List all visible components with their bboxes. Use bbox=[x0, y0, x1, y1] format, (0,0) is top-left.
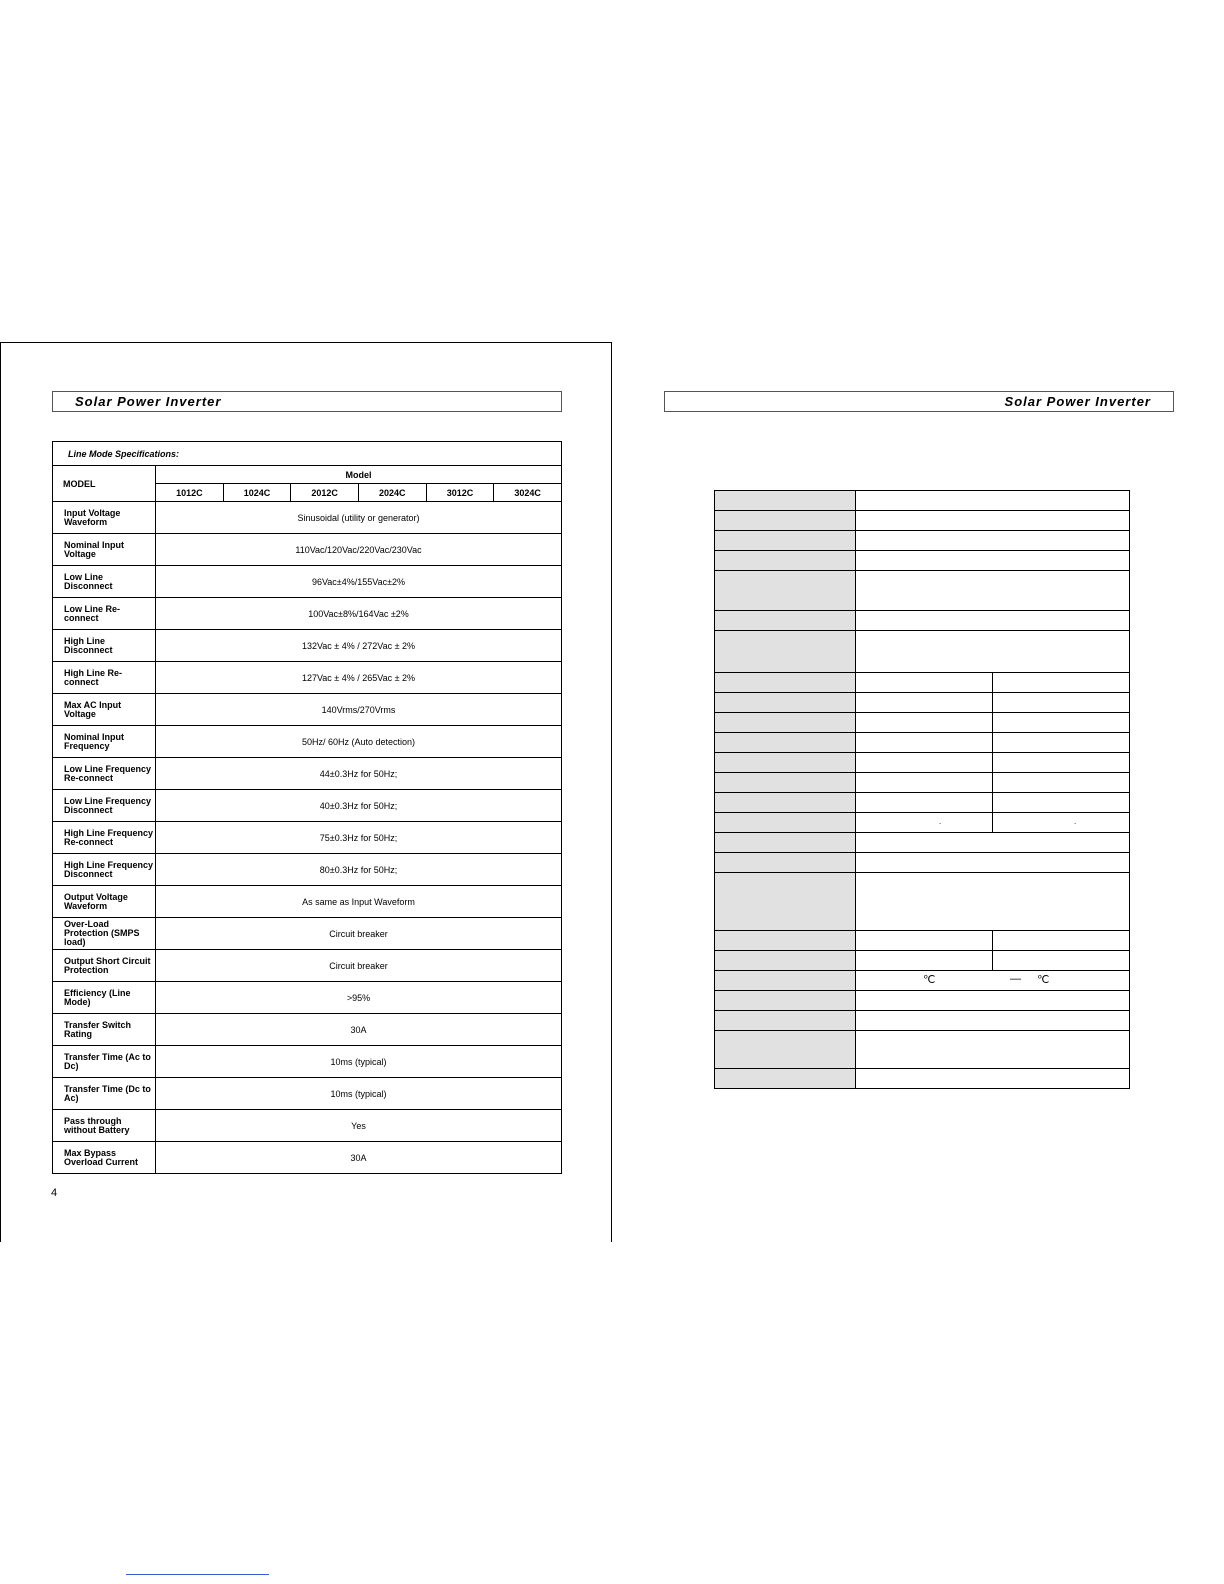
spec-param-value: Yes bbox=[156, 1110, 562, 1142]
spec-row bbox=[53, 790, 562, 822]
grid-value-cell bbox=[856, 511, 1129, 530]
spec-param-value: 132Vac ± 4% / 272Vac ± 2% bbox=[156, 630, 562, 662]
spec-param-label: High Line Frequency Re-connect bbox=[53, 822, 156, 854]
model-group-header: Model bbox=[156, 466, 562, 484]
grid-row bbox=[714, 551, 1130, 571]
grid-label-cell bbox=[715, 531, 856, 550]
spec-table-title: Line Mode Specifications: bbox=[53, 442, 562, 466]
spec-param-value: 100Vac±8%/164Vac ±2% bbox=[156, 598, 562, 630]
grid-value-half bbox=[993, 773, 1129, 792]
left-page-header: Solar Power Inverter bbox=[52, 391, 562, 412]
model-code: 1024C bbox=[223, 484, 291, 502]
spec-row bbox=[53, 886, 562, 918]
spec-param-label: Low Line Re-connect bbox=[53, 598, 156, 630]
spec-param-value: >95% bbox=[156, 982, 562, 1014]
spec-param-label: Low Line Frequency Re-connect bbox=[53, 758, 156, 790]
grid-value-cell bbox=[856, 551, 1129, 570]
grid-label-cell bbox=[715, 631, 856, 672]
spec-row bbox=[53, 598, 562, 630]
grid-value-half bbox=[993, 733, 1129, 752]
celsius-mark: ℃ bbox=[1037, 974, 1050, 986]
spec-row bbox=[53, 630, 562, 662]
spec-param-value: 127Vac ± 4% / 265Vac ± 2% bbox=[156, 662, 562, 694]
grid-value-cell bbox=[856, 951, 1129, 970]
model-code: 2012C bbox=[291, 484, 359, 502]
grid-value-cell bbox=[856, 931, 1129, 950]
grid-row bbox=[714, 571, 1130, 611]
spec-param-label: Nominal Input Voltage bbox=[53, 534, 156, 566]
grid-value-cell bbox=[856, 753, 1129, 772]
grid-label-cell bbox=[715, 971, 856, 990]
spec-param-label: Efficiency (Line Mode) bbox=[53, 982, 156, 1014]
grid-value-cell bbox=[856, 793, 1129, 812]
grid-row bbox=[714, 931, 1130, 951]
page-number: 4 bbox=[51, 1187, 58, 1199]
grid-row bbox=[714, 490, 1130, 511]
grid-label-cell bbox=[715, 1011, 856, 1030]
grid-value-half bbox=[856, 951, 993, 970]
grid-value-half bbox=[856, 931, 993, 950]
grid-value-half bbox=[856, 733, 993, 752]
spec-param-label: Transfer Switch Rating bbox=[53, 1014, 156, 1046]
grid-label-cell bbox=[715, 571, 856, 610]
grid-value-half bbox=[856, 793, 993, 812]
spec-param-value: 30A bbox=[156, 1142, 562, 1174]
spec-param-value: 50Hz/ 60Hz (Auto detection) bbox=[156, 726, 562, 758]
grid-row bbox=[714, 813, 1130, 833]
grid-value-half bbox=[993, 673, 1129, 692]
grid-label-cell bbox=[715, 931, 856, 950]
spec-row bbox=[53, 758, 562, 790]
spec-param-value: 10ms (typical) bbox=[156, 1078, 562, 1110]
spec-row bbox=[53, 1142, 562, 1174]
grid-row bbox=[714, 673, 1130, 693]
grid-value-cell bbox=[856, 571, 1129, 610]
grid-label-cell bbox=[715, 753, 856, 772]
grid-row bbox=[714, 853, 1130, 873]
grid-label-cell bbox=[715, 833, 856, 852]
grid-label-cell bbox=[715, 1069, 856, 1088]
spec-row bbox=[53, 854, 562, 886]
grid-label-cell bbox=[715, 793, 856, 812]
grid-value-cell bbox=[856, 733, 1129, 752]
grid-value-cell bbox=[856, 491, 1129, 510]
spec-param-label: Nominal Input Frequency bbox=[53, 726, 156, 758]
grid-value-cell bbox=[856, 833, 1129, 852]
grid-value-cell bbox=[856, 1069, 1129, 1088]
grid-value-half bbox=[993, 693, 1129, 712]
spec-row bbox=[53, 1110, 562, 1142]
footer-underline bbox=[126, 1574, 269, 1575]
spec-param-label: Output Voltage Waveform bbox=[53, 886, 156, 918]
spec-param-label: Max AC Input Voltage bbox=[53, 694, 156, 726]
spec-row bbox=[53, 534, 562, 566]
model-label: MODEL bbox=[53, 466, 156, 502]
spec-row bbox=[53, 950, 562, 982]
grid-label-cell bbox=[715, 773, 856, 792]
grid-value-cell bbox=[856, 873, 1129, 930]
model-code: 2024C bbox=[358, 484, 426, 502]
dash-mark: — bbox=[1010, 973, 1021, 985]
spec-param-value: 80±0.3Hz for 50Hz; bbox=[156, 854, 562, 886]
grid-row bbox=[714, 793, 1130, 813]
spec-param-value: Sinusoidal (utility or generator) bbox=[156, 502, 562, 534]
grid-value-half bbox=[856, 673, 993, 692]
grid-row bbox=[714, 611, 1130, 631]
spec-param-label: Over-Load Protection (SMPS load) bbox=[53, 918, 156, 950]
grid-row bbox=[714, 733, 1130, 753]
grid-value-half bbox=[993, 931, 1129, 950]
grid-row bbox=[714, 693, 1130, 713]
grid-label-cell bbox=[715, 733, 856, 752]
grid-value-half bbox=[993, 713, 1129, 732]
grid-value-cell bbox=[856, 531, 1129, 550]
grid-value-half bbox=[993, 951, 1129, 970]
grid-label-cell bbox=[715, 551, 856, 570]
grid-label-cell bbox=[715, 951, 856, 970]
spec-param-value: 140Vrms/270Vrms bbox=[156, 694, 562, 726]
spec-row bbox=[53, 1014, 562, 1046]
grid-label-cell bbox=[715, 693, 856, 712]
grid-value-cell bbox=[856, 773, 1129, 792]
spec-row bbox=[53, 918, 562, 950]
spec-param-label: Transfer Time (Dc to Ac) bbox=[53, 1078, 156, 1110]
spec-param-value: Circuit breaker bbox=[156, 950, 562, 982]
grid-row bbox=[714, 873, 1130, 931]
model-code: 3012C bbox=[426, 484, 494, 502]
grid-label-cell bbox=[715, 873, 856, 930]
grid-label-cell bbox=[715, 813, 856, 832]
spec-param-label: Input Voltage Waveform bbox=[53, 502, 156, 534]
spec-param-label: High Line Re-connect bbox=[53, 662, 156, 694]
line-mode-spec-table bbox=[52, 441, 562, 1174]
right-page-spec-grid bbox=[714, 490, 1130, 1089]
dot-mark: . bbox=[939, 817, 942, 826]
grid-row bbox=[714, 833, 1130, 853]
spec-row bbox=[53, 502, 562, 534]
model-code: 1012C bbox=[156, 484, 224, 502]
grid-value-half bbox=[993, 813, 1129, 832]
grid-row bbox=[714, 971, 1130, 991]
grid-row bbox=[714, 631, 1130, 673]
grid-row bbox=[714, 713, 1130, 733]
spec-param-value: 75±0.3Hz for 50Hz; bbox=[156, 822, 562, 854]
grid-row bbox=[714, 1069, 1130, 1089]
grid-label-cell bbox=[715, 1031, 856, 1068]
spec-row bbox=[53, 726, 562, 758]
spec-param-value: As same as Input Waveform bbox=[156, 886, 562, 918]
grid-label-cell bbox=[715, 713, 856, 732]
spec-param-value: Circuit breaker bbox=[156, 918, 562, 950]
grid-row bbox=[714, 951, 1130, 971]
grid-value-half bbox=[993, 793, 1129, 812]
grid-label-cell bbox=[715, 673, 856, 692]
dot-mark: . bbox=[1074, 817, 1077, 826]
spec-param-label: Output Short Circuit Protection bbox=[53, 950, 156, 982]
grid-value-half bbox=[856, 693, 993, 712]
spec-param-label: High Line Frequency Disconnect bbox=[53, 854, 156, 886]
grid-value-cell bbox=[856, 1031, 1129, 1068]
spec-row bbox=[53, 982, 562, 1014]
spec-param-label: Transfer Time (Ac to Dc) bbox=[53, 1046, 156, 1078]
grid-row bbox=[714, 773, 1130, 793]
spec-param-value: 44±0.3Hz for 50Hz; bbox=[156, 758, 562, 790]
grid-row bbox=[714, 753, 1130, 773]
grid-row bbox=[714, 511, 1130, 531]
spec-param-value: 110Vac/120Vac/220Vac/230Vac bbox=[156, 534, 562, 566]
grid-value-cell bbox=[856, 631, 1129, 672]
spec-param-value: 96Vac±4%/155Vac±2% bbox=[156, 566, 562, 598]
grid-value-half bbox=[856, 713, 993, 732]
spec-param-label: Low Line Disconnect bbox=[53, 566, 156, 598]
spec-param-label: Low Line Frequency Disconnect bbox=[53, 790, 156, 822]
spec-row bbox=[53, 662, 562, 694]
grid-row bbox=[714, 991, 1130, 1011]
grid-value-half bbox=[856, 753, 993, 772]
spec-row bbox=[53, 1046, 562, 1078]
grid-value-cell bbox=[856, 991, 1129, 1010]
grid-value-cell bbox=[856, 713, 1129, 732]
grid-row bbox=[714, 1011, 1130, 1031]
grid-value-cell bbox=[856, 853, 1129, 872]
grid-label-cell bbox=[715, 853, 856, 872]
grid-value-cell bbox=[856, 813, 1129, 832]
spec-row bbox=[53, 1078, 562, 1110]
right-page-header: Solar Power Inverter bbox=[664, 391, 1174, 412]
grid-value-cell bbox=[856, 971, 1129, 990]
spec-row bbox=[53, 694, 562, 726]
grid-value-half bbox=[856, 773, 993, 792]
spec-param-value: 40±0.3Hz for 50Hz; bbox=[156, 790, 562, 822]
spec-row bbox=[53, 822, 562, 854]
grid-value-cell bbox=[856, 693, 1129, 712]
grid-value-cell bbox=[856, 611, 1129, 630]
grid-label-cell bbox=[715, 491, 856, 510]
spec-param-label: Max Bypass Overload Current bbox=[53, 1142, 156, 1174]
grid-value-cell bbox=[856, 673, 1129, 692]
grid-value-half bbox=[993, 753, 1129, 772]
grid-value-half bbox=[856, 813, 993, 832]
spec-param-value: 10ms (typical) bbox=[156, 1046, 562, 1078]
grid-label-cell bbox=[715, 991, 856, 1010]
spec-param-label: Pass through without Battery bbox=[53, 1110, 156, 1142]
celsius-mark: ℃ bbox=[923, 974, 936, 986]
grid-value-cell bbox=[856, 1011, 1129, 1030]
grid-label-cell bbox=[715, 511, 856, 530]
spec-param-label: High Line Disconnect bbox=[53, 630, 156, 662]
spec-row bbox=[53, 566, 562, 598]
model-code: 3024C bbox=[494, 484, 562, 502]
grid-label-cell bbox=[715, 611, 856, 630]
grid-row bbox=[714, 1031, 1130, 1069]
spec-param-value: 30A bbox=[156, 1014, 562, 1046]
grid-row bbox=[714, 531, 1130, 551]
